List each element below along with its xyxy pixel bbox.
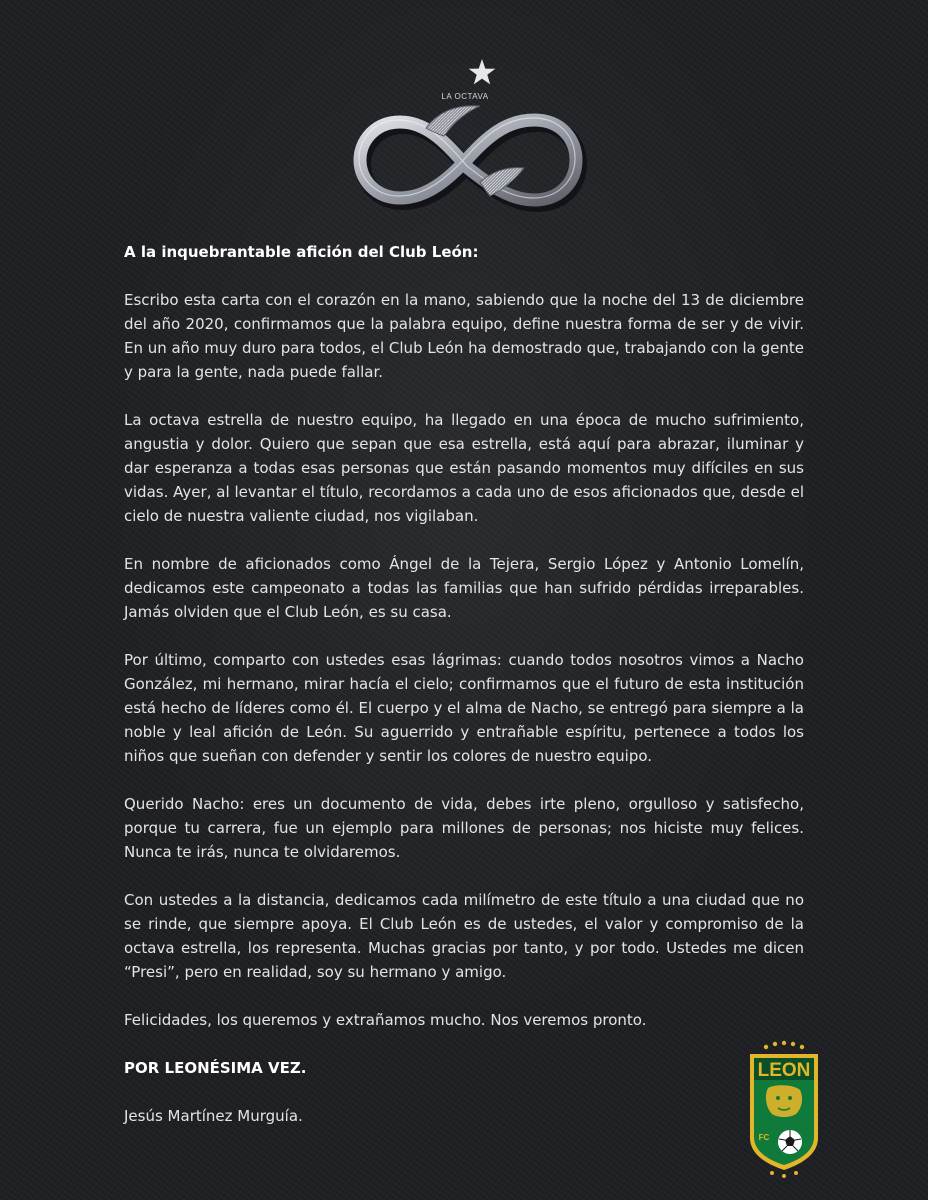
paragraph-2: La octava estrella de nuestro equipo, ha llegado en una época de mucho sufrimiento, angustia y dolor. Quiero que sepan que esa estrella, está aquí para abrazar, iluminar y dar esperanza a todas esas personas que están pasando momentos muy difíciles en sus vidas. Ayer, al levantar el título, recordamos a cada uno de esos aficionados que, desde el cielo de nuestra valiente ciudad, nos vigilaban.	[124, 411, 804, 525]
paragraph-5: Querido Nacho: eres un documento de vida, debes irte pleno, orgulloso y satisfecho, porque tu carrera, fue un ejemplo para millones de personas; nos hiciste muy felices. Nunca te irás, nunca te olvidaremos.	[124, 795, 804, 861]
la-octava-logo	[330, 50, 600, 230]
club-crest-icon	[744, 1040, 824, 1180]
logo-label: LA OCTAVA	[441, 92, 489, 101]
crest-initials: FC	[758, 1133, 770, 1142]
salutation: A la inquebrantable afición del Club León:	[124, 243, 479, 261]
closing-line: POR LEONÉSIMA VEZ.	[124, 1059, 307, 1077]
signature: Jesús Martínez Murguía.	[124, 1107, 303, 1125]
soccer-ball-icon	[778, 1130, 802, 1154]
crest-stars-bottom	[770, 1171, 798, 1178]
leaf-ribbon-top	[426, 106, 480, 136]
infinity-star-emblem	[330, 50, 600, 230]
club-leon-crest	[744, 1040, 824, 1180]
infinity-icon	[359, 118, 579, 204]
paragraph-7: Felicidades, los queremos y extrañamos mucho. Nos veremos pronto.	[124, 1011, 647, 1029]
paragraph-3: En nombre de aficionados como Ángel de la Tejera, Sergio López y Antonio Lomelín, dedicamos este campeonato a todas las familias que han sufrido pérdidas irreparables. Jamás olviden que el Club León, es su casa.	[124, 555, 804, 621]
star-icon	[469, 59, 496, 84]
paragraph-6: Con ustedes a la distancia, dedicamos cada milímetro de este título a una ciudad que no se rinde, que siempre apoya. El Club León es de ustedes, el valor y compromiso de la octava estrella, los representa. Muchas gracias por tanto, y por todo. Ustedes me dicen “Presi”, pero en realidad, soy su hermano y amigo.	[124, 891, 804, 981]
letter-body	[124, 240, 804, 1152]
crest-stars-top	[764, 1041, 804, 1049]
paragraph-1: Escribo esta carta con el corazón en la mano, sabiendo que la noche del 13 de diciembre del año 2020, confirmamos que la palabra equipo, define nuestra forma de ser y de vivir. En un año muy duro para todos, el Club León ha demostrado que, trabajando con la gente y para la gente, nada puede fallar.	[124, 291, 804, 381]
crest-wordmark: LEON	[757, 1060, 811, 1081]
paragraph-4: Por último, comparto con ustedes esas lágrimas: cuando todos nosotros vimos a Nacho González, mi hermano, mirar hacía el cielo; confirmamos que el futuro de esta institución está hecho de líderes como él. El cuerpo y el alma de Nacho, se entregó para siempre a la noble y leal afición de León. Su aguerrido y entrañable espíritu, pertenece a todos los niños que sueñan con defender y sentir los colores de nuestro equipo.	[124, 651, 804, 765]
lion-head-icon	[766, 1085, 802, 1117]
